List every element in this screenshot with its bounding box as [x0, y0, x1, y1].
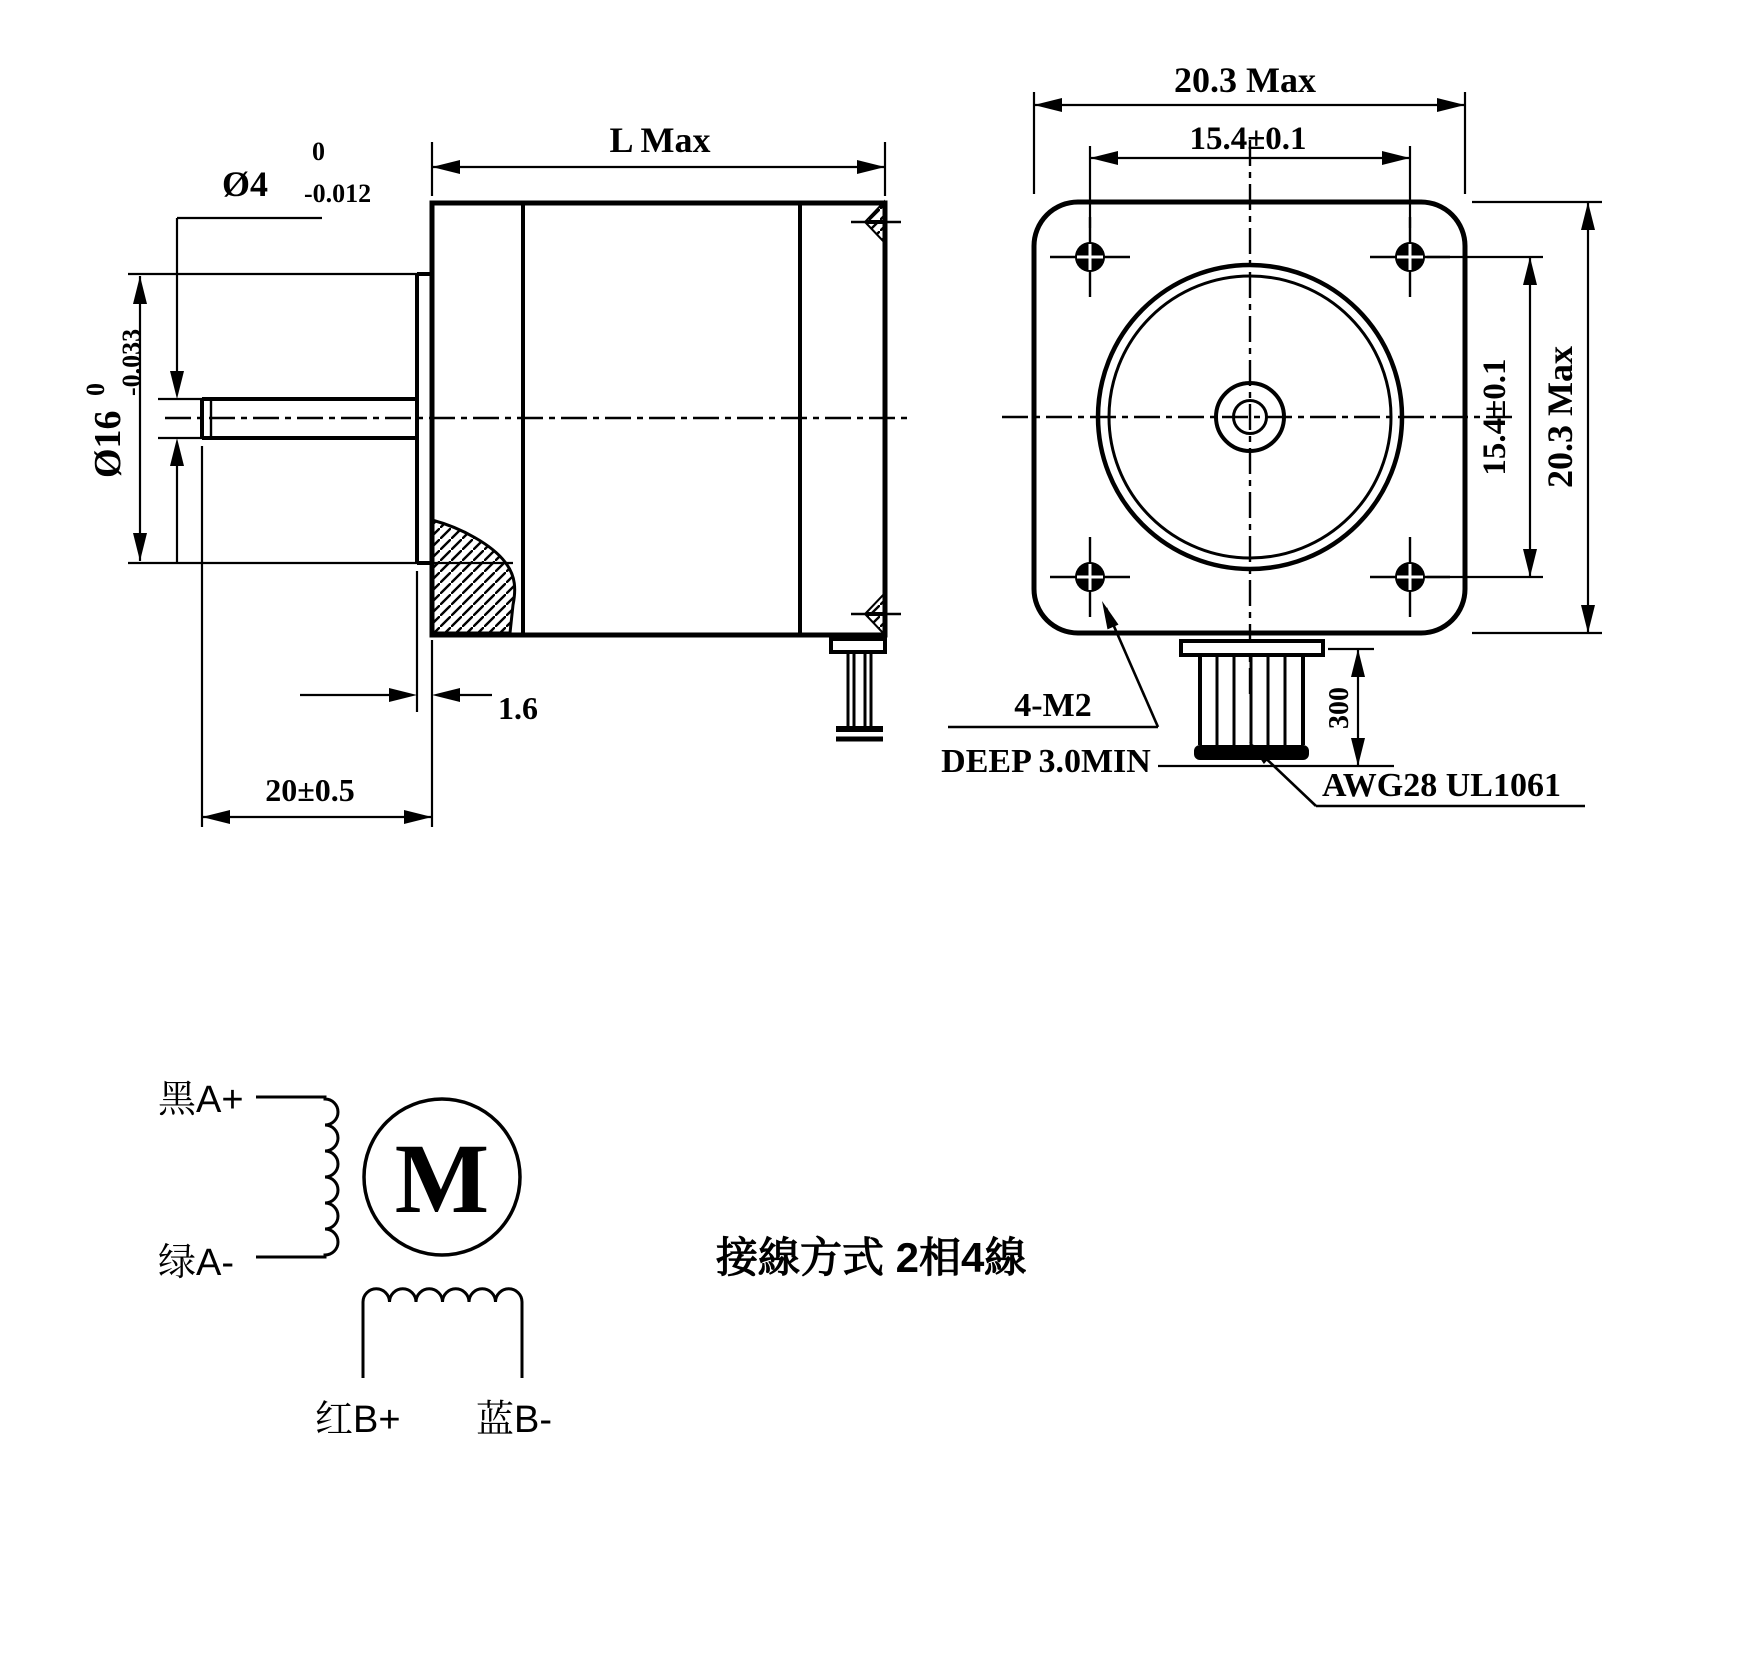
label-hole-spacing-vertical-group	[1477, 358, 1513, 475]
label-overall-width: 20.3 Max	[1174, 60, 1316, 100]
label-hole-spacing-horizontal: 15.4±0.1	[1189, 121, 1307, 157]
label-shaft-diameter-upper-tol: 0	[312, 137, 325, 166]
label-boss-diameter: Ø16	[87, 410, 129, 478]
label-boss-diameter-upper-tol: 0	[81, 383, 110, 396]
label-pilot-thickness: 1.6	[498, 690, 538, 726]
label-lead-a-minus: 绿A-	[158, 1242, 235, 1284]
label-lead-b-minus: 蓝B-	[476, 1399, 553, 1441]
label-body-length: L Max	[609, 120, 711, 160]
label-shaft-diameter: Ø4	[222, 164, 269, 204]
label-lead-length-group	[1324, 687, 1355, 729]
label-lead-b-plus: 红B+	[315, 1399, 401, 1441]
motor-symbol: M	[394, 1123, 490, 1234]
label-lead-length: 300	[1324, 687, 1355, 729]
label-lead-wire-spec: AWG28 UL1061	[1322, 767, 1561, 804]
label-hole-spacing-vertical: 15.4±0.1	[1477, 358, 1513, 476]
wire-end-cap	[1194, 745, 1309, 760]
label-shaft-protrusion: 20±0.5	[265, 772, 355, 808]
label-mounting-hole-callout-line2: DEEP 3.0MIN	[941, 743, 1151, 780]
label-overall-height-group	[1540, 346, 1580, 488]
label-shaft-diameter-lower-tol: -0.012	[304, 179, 372, 208]
label-overall-height: 20.3 Max	[1540, 346, 1580, 488]
label-boss-diameter-lower-tol: -0.033	[117, 328, 146, 396]
label-mounting-hole-callout-line1: 4-M2	[1014, 687, 1092, 724]
wiring-caption: 接線方式 2相4線	[716, 1234, 1027, 1281]
label-lead-a-plus: 黑A+	[158, 1079, 244, 1121]
